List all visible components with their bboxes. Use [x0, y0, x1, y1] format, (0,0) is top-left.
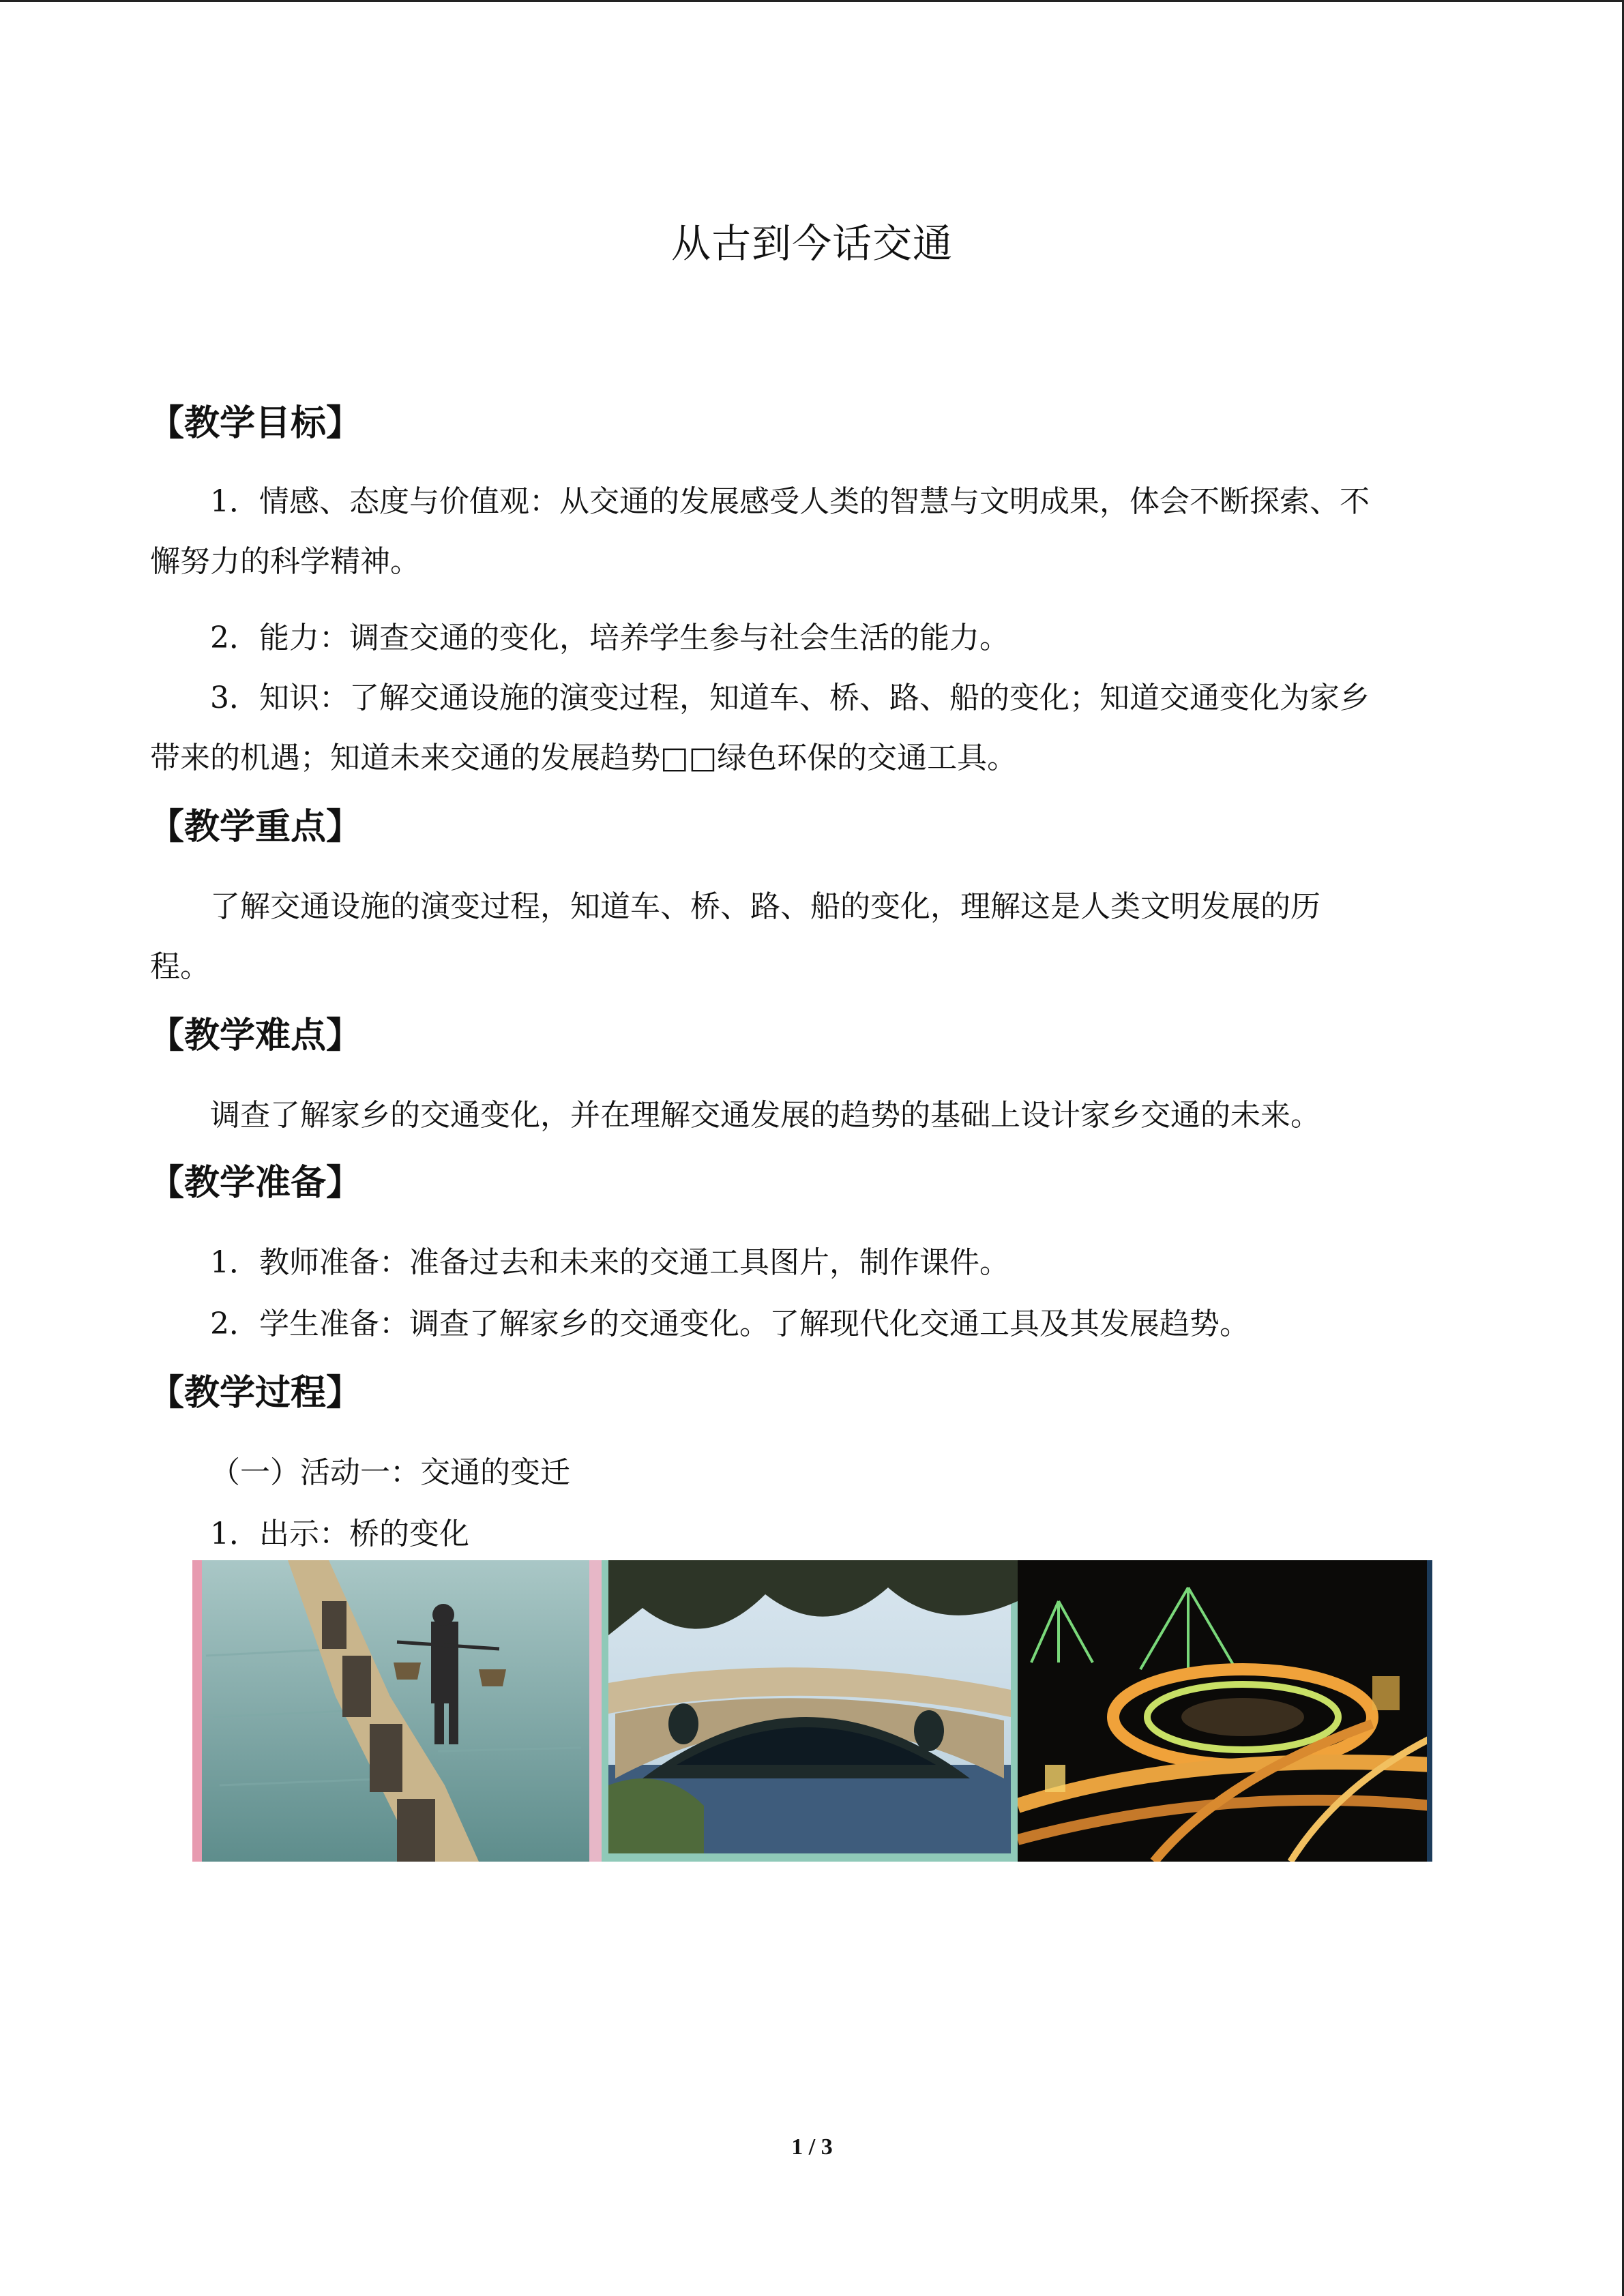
- heading-process: 【教学过程】: [149, 1373, 362, 1414]
- preparation-item-2: 2．学生准备：调查了解家乡的交通变化。了解现代化交通工具及其发展趋势。: [210, 1307, 1250, 1341]
- night-interchange-photo: [1018, 1560, 1432, 1862]
- difficulties-text: 调查了解家乡的交通变化，并在理解交通发展的趋势的基础上设计家乡交通的未来。: [210, 1098, 1320, 1133]
- heading-key-points: 【教学重点】: [149, 807, 362, 848]
- objective-item-3-cont: [150, 728, 1473, 788]
- activity-1-label: （一）活动一：交通的变迁: [210, 1455, 570, 1490]
- plank-bridge-photo: [192, 1560, 602, 1862]
- stone-arch-bridge-photo: [602, 1560, 1018, 1862]
- key-points-text-line-2: 程。: [150, 949, 210, 984]
- heading-preparation: 【教学准备】: [149, 1163, 362, 1204]
- objective-item-1-cont: [150, 532, 1473, 592]
- objective-item-1-line-2: 懈努力的科学精神。: [150, 544, 420, 579]
- objective-item-3-line-1: 3．知识：了解交通设施的演变过程，知道车、桥、路、船的变化；知道交通变化为家乡: [210, 681, 1370, 715]
- bridge-photos: [192, 1560, 1432, 1862]
- heading-difficulties: 【教学难点】: [149, 1015, 362, 1056]
- key-points-text-line-1: 了解交通设施的演变过程，知道车、桥、路、船的变化，理解这是人类文明发展的历: [210, 889, 1320, 924]
- objective-item-3-line-2: 带来的机遇；知道未来交通的发展趋势□□绿色环保的交通工具。: [150, 741, 1018, 775]
- page-number: 1 / 3: [791, 2134, 833, 2160]
- objective-item-1: [150, 472, 1473, 532]
- heading-objectives: 【教学目标】: [149, 403, 362, 444]
- preparation-item-1: 1．教师准备：准备过去和未来的交通工具图片，制作课件。: [210, 1245, 1009, 1280]
- document-title: 从古到今话交通: [670, 220, 953, 267]
- step-1-label: 1．出示：桥的变化: [210, 1517, 469, 1551]
- objective-item-1-line-1: 1．情感、态度与价值观：从交通的发展感受人类的智慧与文明成果，体会不断探索、不: [210, 484, 1370, 519]
- objective-item-2: 2．能力：调查交通的变化，培养学生参与社会生活的能力。: [210, 621, 1009, 655]
- objective-item-3: [150, 668, 1473, 728]
